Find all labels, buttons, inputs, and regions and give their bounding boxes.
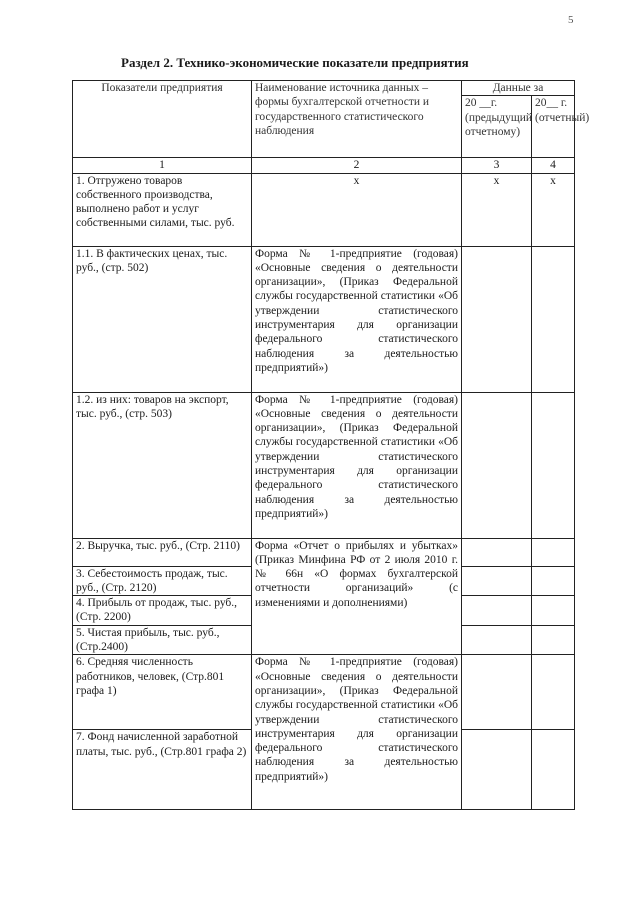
indicator-label: 1. Отгружено товаров собственного производства, выполнено работ и услуг собственными силами, тыс. руб.	[73, 173, 252, 246]
column-number: 1	[73, 158, 252, 173]
table-row	[73, 392, 575, 538]
value-cell	[532, 625, 575, 655]
section-title: Раздел 2. Технико-экономические показатели предприятия	[121, 55, 469, 70]
value-cell	[462, 566, 532, 596]
header-previous-year: 20 __г. (предыдущий отчетному)	[462, 96, 532, 158]
value-cell	[462, 625, 532, 655]
indicator-label: 4. Прибыль от продаж, тыс. руб., (Стр. 2200)	[73, 596, 252, 626]
data-source: Форма № 1-предприятие (годовая) «Основные сведения о деятельности организации», (Приказ Федеральной службы государственной статистики «Об утверждении статистического инструментария для организации федерального статистического наблюдения за деятельностью предприятий»)	[252, 392, 462, 538]
value-cell: х	[532, 173, 575, 246]
table-row	[73, 538, 575, 566]
value-cell	[532, 730, 575, 810]
indicator-label: 7. Фонд начисленной заработной платы, тыс. руб., (Стр.801 графа 2)	[73, 730, 252, 810]
indicator-label: 6. Средняя численность работников, человек, (Стр.801 графа 1)	[73, 655, 252, 730]
column-number: 3	[462, 158, 532, 173]
column-number: 2	[252, 158, 462, 173]
value-cell	[462, 538, 532, 566]
header-data-source: Наименование источника данных – формы бухгалтерской отчетности и государственного статистического наблюдения	[252, 81, 462, 158]
indicator-label: 1.2. из них: товаров на экспорт, тыс. руб., (стр. 503)	[73, 392, 252, 538]
header-indicators: Показатели предприятия	[73, 81, 252, 158]
header-reporting-year: 20__ г. (отчетный)	[532, 96, 575, 158]
data-source: Форма «Отчет о прибылях и убытках» (Приказ Минфина РФ от 2 июля 2010 г. № 66н «О формах бухгалтерской отчетности организаций» (с изменениями и дополнениями)	[252, 538, 462, 655]
table-row	[73, 655, 575, 730]
indicators-table	[72, 80, 590, 810]
value-cell	[462, 246, 532, 392]
source-cell: х	[252, 173, 462, 246]
page-number: 5	[568, 14, 574, 26]
indicator-label: 1.1. В фактических ценах, тыс. руб., (стр. 502)	[73, 246, 252, 392]
value-cell	[532, 246, 575, 392]
column-number-row	[73, 158, 575, 173]
column-number: 4	[532, 158, 575, 173]
indicator-label: 3. Себестоимость продаж, тыс. руб., (Стр. 2120)	[73, 566, 252, 596]
value-cell	[532, 596, 575, 626]
data-source: Форма № 1-предприятие (годовая) «Основные сведения о деятельности организации», (Приказ Федеральной службы государственной статистики «Об утверждении статистического инструментария для организации федерального статистического наблюдения за деятельностью предприятий»)	[252, 246, 462, 392]
value-cell	[462, 392, 532, 538]
value-cell	[532, 538, 575, 566]
value-cell	[462, 596, 532, 626]
value-cell	[532, 566, 575, 596]
value-cell	[462, 730, 532, 810]
table-row	[73, 173, 575, 246]
indicator-label: 5. Чистая прибыль, тыс. руб., (Стр.2400)	[73, 625, 252, 655]
data-source: Форма № 1-предприятие (годовая) «Основные сведения о деятельности организации», (Приказ Федеральной службы государственной статистики «Об утверждении статистического инструментария для организации федерального статистического наблюдения за деятельностью предприятий»)	[252, 655, 462, 810]
value-cell	[532, 392, 575, 538]
indicator-label: 2. Выручка, тыс. руб., (Стр. 2110)	[73, 538, 252, 566]
header-data-for: Данные за	[462, 81, 575, 96]
table-row	[73, 246, 575, 392]
value-cell	[532, 655, 575, 730]
value-cell	[462, 655, 532, 730]
value-cell: х	[462, 173, 532, 246]
